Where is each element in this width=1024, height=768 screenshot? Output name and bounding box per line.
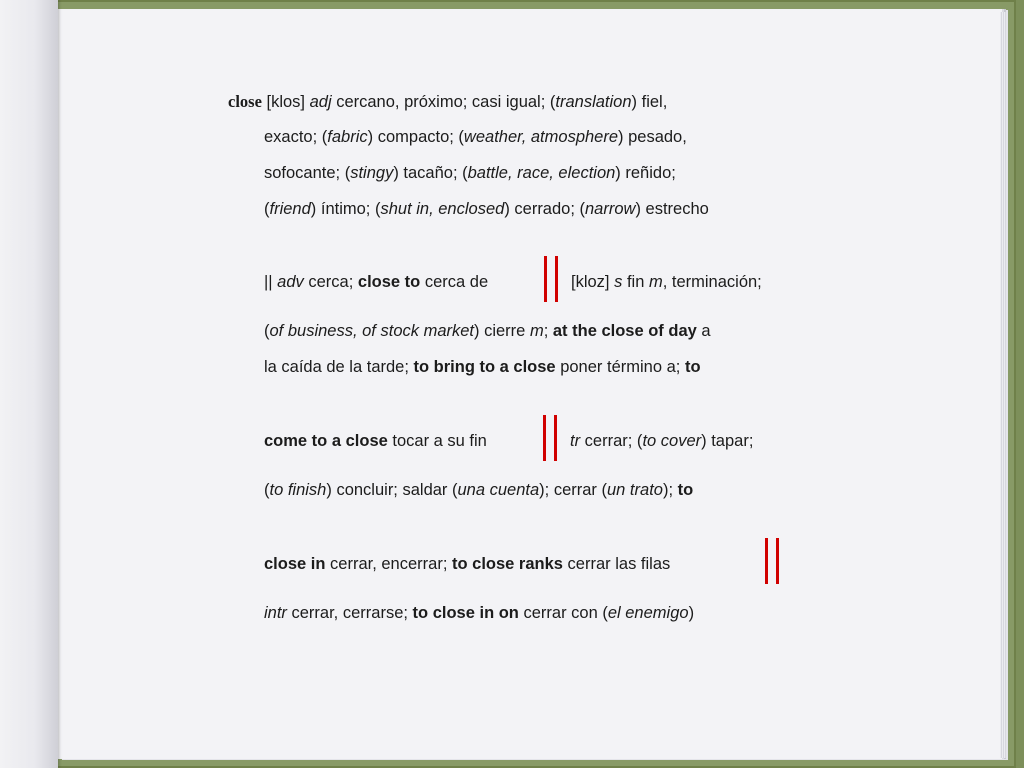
sense-separator: [765, 538, 779, 584]
entry-line-2: exacto; (fabric) compacto; (weather, atmosphere) pesado,: [264, 128, 687, 146]
entry-line-5b: [kloz] s fin m, terminación;: [571, 273, 762, 291]
left-page-curl: [0, 0, 58, 768]
entry-line-9: (to finish) concluir; saldar (una cuenta); cerrar (un trato); to: [264, 481, 694, 499]
sense-separator: [543, 415, 557, 461]
entry-line-11: intr cerrar, cerrarse; to close in on cerrar con (el enemigo): [264, 604, 695, 622]
entry-line-5: || adv cerca; close to cerca de: [264, 273, 489, 291]
entry-line-8b: tr cerrar; (to cover) tapar;: [570, 432, 754, 450]
page-edges: [1000, 12, 1006, 758]
entry-line-10: close in cerrar, encerrar; to close ranks cerrar las filas: [264, 555, 671, 573]
entry-line-7: la caída de la tarde; to bring to a close poner término a; to: [264, 358, 701, 376]
sense-separator: [544, 256, 558, 302]
entry-line-1: close [klos] adj cercano, próximo; casi igual; (translation) fiel,: [228, 92, 668, 111]
book-page: [56, 9, 1002, 759]
entry-line-4: (friend) íntimo; (shut in, enclosed) cerrado; (narrow) estrecho: [264, 200, 709, 218]
entry-line-3: sofocante; (stingy) tacaño; (battle, race, election) reñido;: [264, 164, 676, 182]
entry-line-8: come to a close tocar a su fin: [264, 432, 487, 450]
entry-line-6: (of business, of stock market) cierre m; at the close of day a: [264, 322, 711, 340]
headword: close: [228, 92, 262, 111]
